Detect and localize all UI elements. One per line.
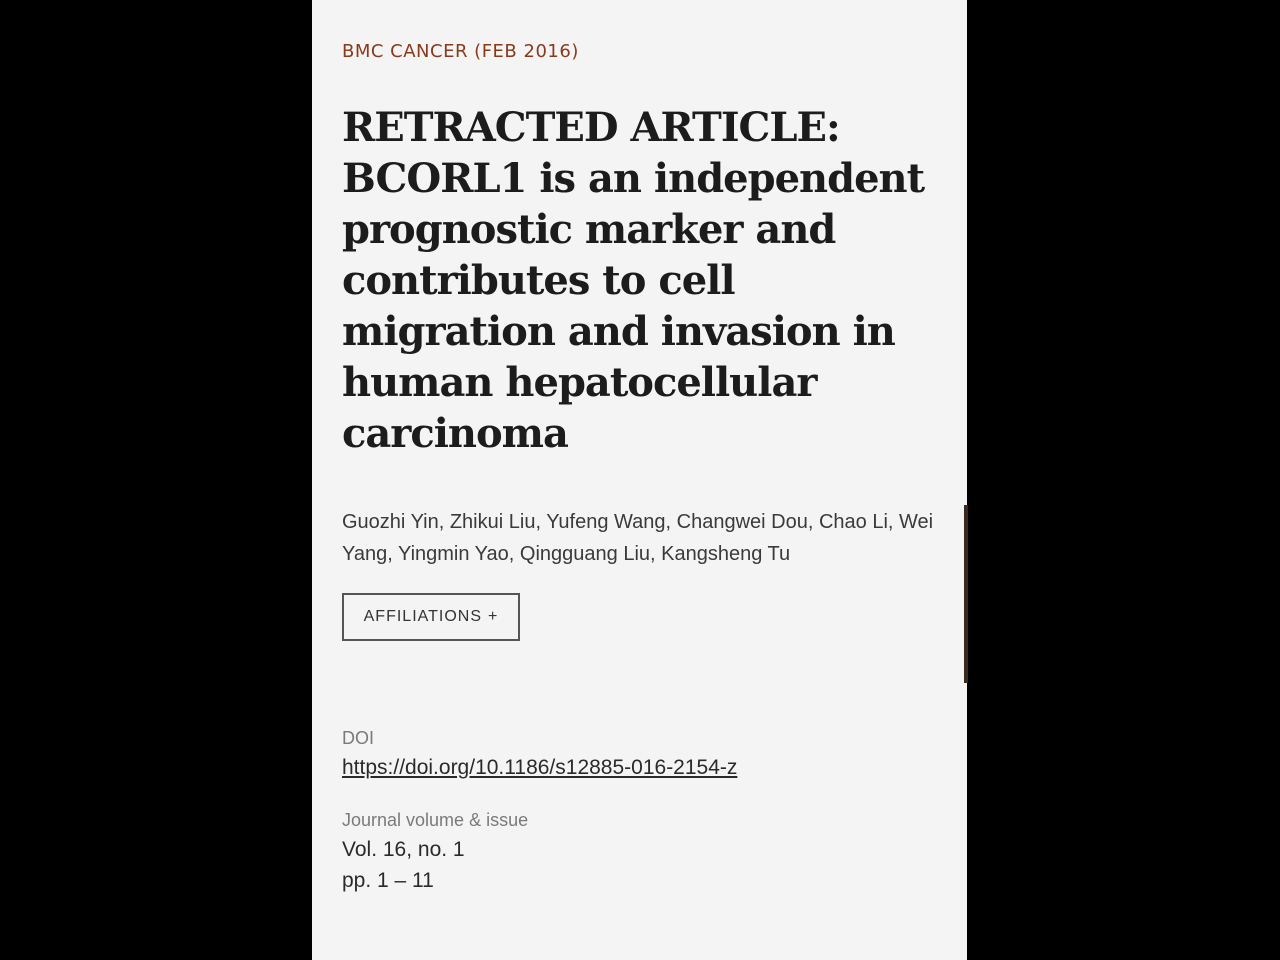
journal-name: BMC CANCER (FEB 2016) (342, 41, 579, 62)
journal-issue-label: Journal volume & issue (342, 810, 529, 830)
affiliations-button-label: AFFILIATIONS (363, 608, 483, 625)
article-title: RETRACTED ARTICLE: BCORL1 is an independent prognostic marker and contributes to cell migration and invasion in human hepatocellular carcinoma (342, 104, 925, 457)
doi-link[interactable]: https://doi.org/10.1186/s12885-016-2154-z (342, 756, 738, 779)
card-edge-mark (964, 505, 968, 683)
doi-label: DOI (342, 728, 375, 748)
author-list: Guozhi Yin, Zhikui Liu, Yufeng Wang, Changwei Dou, Chao Li, Wei Yang, Yingmin Yao, Qingguang Liu, Kangsheng Tu (342, 511, 934, 565)
article-card (312, 0, 967, 960)
page-range: pp. 1 – 11 (342, 869, 434, 892)
affiliations-button[interactable] (342, 593, 520, 641)
volume-issue: Vol. 16, no. 1 (342, 838, 465, 861)
plus-icon: + (488, 608, 499, 625)
